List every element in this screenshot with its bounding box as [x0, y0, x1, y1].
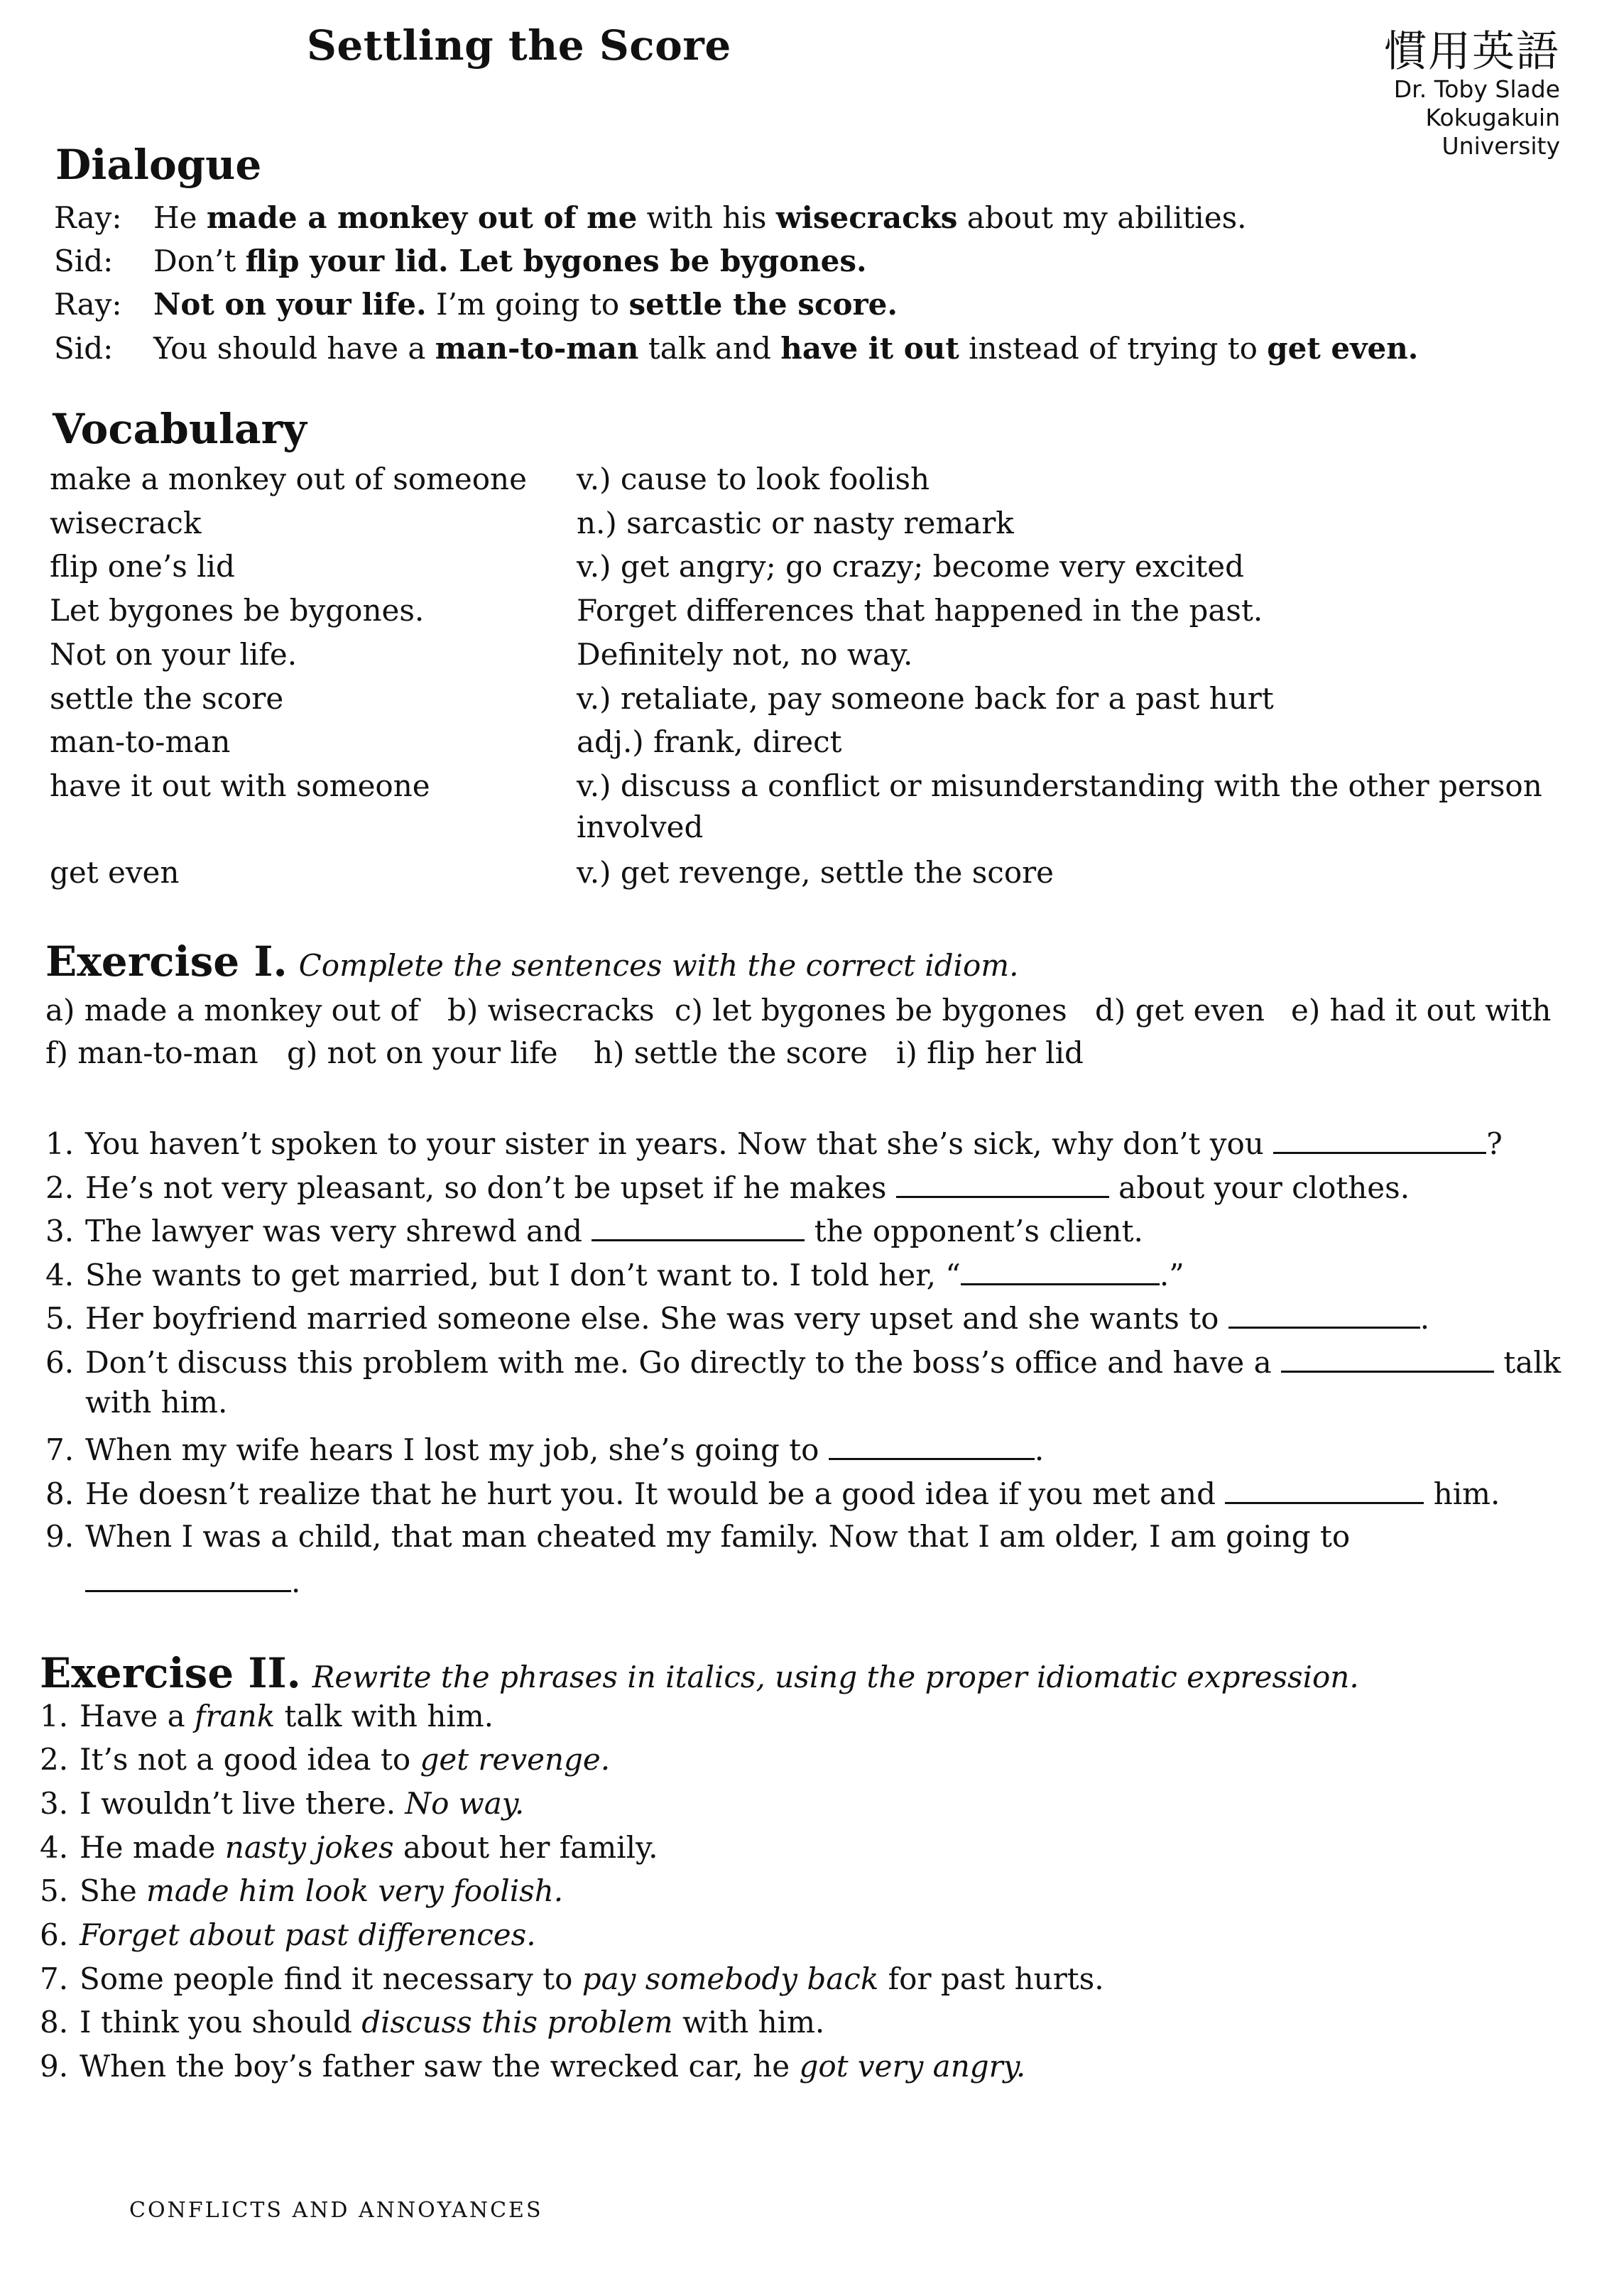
vocab-term: wisecrack — [50, 506, 202, 540]
item-number: 2. — [40, 1742, 69, 1777]
idiom-bold: made a monkey out of me — [206, 200, 638, 235]
exercise-question — [45, 1344, 1561, 1380]
exercise-question — [45, 1169, 1410, 1205]
exercise-2-instruction: Rewrite the phrases in italics, using the proper idiomatic expression. — [312, 1660, 1359, 1694]
vocab-definition: v.) discuss a conflict or misunderstanding with the other person — [577, 768, 1542, 803]
idiom-option: b) wisecracks — [447, 993, 655, 1028]
idiom-option: c) let bygones be bygones — [675, 993, 1067, 1028]
item-number: 8. — [40, 2005, 69, 2040]
vocab-definition: adj.) frank, direct — [577, 724, 842, 759]
exercise-question — [45, 1256, 1184, 1292]
idiom-option: f) man-to-man — [45, 1035, 258, 1070]
item-text: with him. — [672, 2005, 825, 2040]
question-text: Don’t discuss this problem with me. Go directly to the boss’s office and have a — [85, 1344, 1281, 1380]
item-number: 9. — [40, 2049, 69, 2084]
speech-text: about my abilities. — [957, 200, 1247, 235]
exercise-question — [45, 1475, 1500, 1511]
item-text: for past hurts. — [878, 1961, 1104, 1996]
exercise-1-heading — [45, 937, 1018, 986]
answer-blank — [592, 1212, 805, 1241]
exercise-question — [45, 1300, 1429, 1336]
vocab-definition: Definitely not, no way. — [577, 637, 913, 672]
vocab-term: settle the score — [50, 681, 284, 716]
page-title: Settling the Score — [307, 21, 731, 70]
item-number: 1. — [40, 1699, 69, 1733]
exercise-1-label: Exercise I. — [45, 937, 288, 986]
institution-line-1: Kokugakuin — [1425, 104, 1560, 131]
question-text-after: the opponent’s client. — [805, 1213, 1143, 1248]
question-text: The lawyer was very shrewd and — [85, 1213, 592, 1248]
rewrite-item — [40, 1873, 563, 1908]
question-number: 8. — [45, 1476, 75, 1511]
idiom-bold: Not on your life. — [153, 287, 427, 322]
question-text-after: . — [291, 1564, 301, 1599]
exercise-question — [45, 1519, 1350, 1554]
speech-text: He — [153, 200, 207, 235]
question-text-after: .” — [1159, 1257, 1184, 1292]
exercise-question — [45, 1212, 1143, 1248]
vocab-term: make a monkey out of someone — [50, 462, 527, 496]
item-text: When the boy’s father saw the wrecked car, he — [80, 2049, 800, 2084]
exercise-1-instruction: Complete the sentences with the correct idiom. — [298, 948, 1019, 983]
idiom-option: g) not on your life — [287, 1035, 558, 1070]
idiom-option: e) had it out with — [1291, 993, 1552, 1028]
exercise-question — [45, 1125, 1503, 1161]
vocab-term: have it out with someone — [50, 768, 430, 803]
idiom-bold: wisecracks — [775, 200, 958, 235]
vocabulary-heading: Vocabulary — [53, 405, 307, 453]
item-number: 7. — [40, 1961, 69, 1996]
italic-phrase: No way. — [405, 1786, 525, 1821]
italic-phrase: Forget about past differences. — [80, 1917, 536, 1952]
idiom-option: d) get even — [1095, 993, 1265, 1028]
author-name: Dr. Toby Slade — [1393, 75, 1560, 103]
question-text: When my wife hears I lost my job, she’s going to — [85, 1432, 829, 1467]
question-text-after: ? — [1486, 1126, 1503, 1161]
dialogue-speech — [153, 244, 867, 278]
italic-phrase: nasty jokes — [224, 1830, 394, 1865]
vocab-definition: n.) sarcastic or nasty remark — [577, 506, 1014, 540]
rewrite-item — [40, 1961, 1104, 1996]
idiom-bold: settle the score. — [628, 287, 898, 322]
answer-blank — [1228, 1300, 1420, 1329]
vocab-definition: v.) get angry; go crazy; become very excited — [577, 549, 1245, 584]
exercise-2-heading — [40, 1649, 1359, 1697]
answer-blank — [1273, 1125, 1486, 1154]
question-text: She wants to get married, but I don’t want to. I told her, “ — [85, 1257, 961, 1292]
idiom-option: h) settle the score — [594, 1035, 868, 1070]
rewrite-item — [40, 1786, 524, 1821]
item-text: Some people find it necessary to — [80, 1961, 582, 1996]
author-block — [1384, 28, 1560, 160]
italic-phrase: get revenge. — [420, 1742, 611, 1777]
speech-text: talk and — [638, 331, 781, 366]
question-text-after: talk — [1493, 1344, 1562, 1380]
speech-text: instead of trying to — [959, 331, 1268, 366]
answer-blank — [896, 1169, 1109, 1198]
vocab-term: flip one’s lid — [50, 549, 235, 584]
idiom-option: a) made a monkey out of — [45, 993, 420, 1028]
item-number: 6. — [40, 1917, 69, 1952]
rewrite-item — [40, 1742, 610, 1777]
vocab-definition: v.) retaliate, pay someone back for a past hurt — [577, 681, 1274, 716]
vocab-term: Let bygones be bygones. — [50, 593, 425, 628]
question-text-after: . — [1034, 1432, 1045, 1467]
item-number: 4. — [40, 1830, 69, 1865]
exercise-question — [45, 1431, 1044, 1467]
question-text-after: . — [1419, 1300, 1430, 1336]
dialogue-speech — [153, 287, 898, 322]
question-text-after: him. — [1424, 1476, 1500, 1511]
answer-blank — [85, 1563, 291, 1592]
item-number: 3. — [40, 1786, 69, 1821]
item-text: talk with him. — [275, 1699, 494, 1733]
idiom-option: i) flip her lid — [896, 1035, 1084, 1070]
question-text: You haven’t spoken to your sister in years. Now that she’s sick, why don’t you — [85, 1126, 1274, 1161]
question-number: 4. — [45, 1257, 75, 1292]
question-continuation — [85, 1563, 300, 1599]
question-number: 9. — [45, 1519, 75, 1554]
question-text: He’s not very pleasant, so don’t be upset if he makes — [85, 1170, 896, 1205]
vocab-definition-continuation: involved — [577, 810, 704, 844]
question-continuation: with him. — [85, 1385, 228, 1420]
dialogue-heading: Dialogue — [55, 141, 262, 189]
rewrite-item — [40, 1699, 494, 1733]
vocab-term: man-to-man — [50, 724, 231, 759]
speech-text: You should have a — [153, 331, 435, 366]
question-text: When I was a child, that man cheated my family. Now that I am older, I am going to — [85, 1519, 1351, 1554]
rewrite-item — [40, 1917, 536, 1952]
question-text: Her boyfriend married someone else. She was very upset and she wants to — [85, 1300, 1228, 1336]
dialogue-speaker: Ray: — [54, 287, 122, 322]
exercise-2-label: Exercise II. — [40, 1649, 301, 1697]
answer-blank — [1281, 1344, 1494, 1373]
speech-text: Don’t — [153, 244, 246, 278]
question-number: 2. — [45, 1170, 75, 1205]
question-number: 3. — [45, 1213, 75, 1248]
vocab-definition: v.) get revenge, settle the score — [577, 855, 1054, 890]
italic-phrase: made him look very foolish. — [146, 1873, 564, 1908]
idiom-bold: have it out — [780, 331, 959, 366]
answer-blank — [961, 1256, 1160, 1285]
item-text: about her family. — [393, 1830, 658, 1865]
vocab-definition: Forget differences that happened in the past. — [577, 593, 1263, 628]
italic-phrase: frank — [195, 1699, 276, 1733]
idiom-bold: man-to-man — [435, 331, 639, 366]
italic-phrase: discuss this problem — [361, 2005, 673, 2040]
item-text: I wouldn’t live there. — [80, 1786, 405, 1821]
idiom-bold: flip your lid. Let bygones be bygones. — [245, 244, 867, 278]
item-number: 5. — [40, 1873, 69, 1908]
dialogue-speech — [153, 331, 1418, 366]
question-text-after: about your clothes. — [1108, 1170, 1410, 1205]
speech-text: I’m going to — [426, 287, 629, 322]
dialogue-speaker: Sid: — [54, 244, 114, 278]
dialogue-speaker: Sid: — [54, 331, 114, 366]
vocab-term: Not on your life. — [50, 637, 298, 672]
question-number: 5. — [45, 1300, 75, 1336]
vocab-definition: v.) cause to look foolish — [577, 462, 930, 496]
question-number: 6. — [45, 1344, 75, 1380]
rewrite-item — [40, 2049, 1025, 2084]
page-footer: CONFLICTS AND ANNOYANCES — [129, 2198, 543, 2223]
question-number: 1. — [45, 1126, 75, 1161]
vocab-term: get even — [50, 855, 180, 890]
question-number: 7. — [45, 1432, 75, 1467]
speech-text: with his — [637, 200, 776, 235]
item-text: It’s not a good idea to — [80, 1742, 420, 1777]
item-text: She — [80, 1873, 147, 1908]
institution-line-2: University — [1442, 132, 1560, 160]
rewrite-item — [40, 2005, 824, 2040]
item-text: He made — [80, 1830, 225, 1865]
dialogue-speaker: Ray: — [54, 200, 122, 235]
item-text: I think you should — [80, 2005, 362, 2040]
rewrite-item — [40, 1830, 658, 1865]
italic-phrase: got very angry. — [799, 2049, 1026, 2084]
italic-phrase: pay somebody back — [582, 1961, 879, 1996]
dialogue-speech — [153, 200, 1247, 235]
idiom-bold: get even. — [1267, 331, 1419, 366]
course-title-kanji: 慣用英語 — [1384, 27, 1560, 77]
question-text: He doesn’t realize that he hurt you. It would be a good idea if you met and — [85, 1476, 1226, 1511]
item-text: Have a — [80, 1699, 195, 1733]
answer-blank — [1225, 1475, 1424, 1504]
answer-blank — [829, 1431, 1035, 1460]
